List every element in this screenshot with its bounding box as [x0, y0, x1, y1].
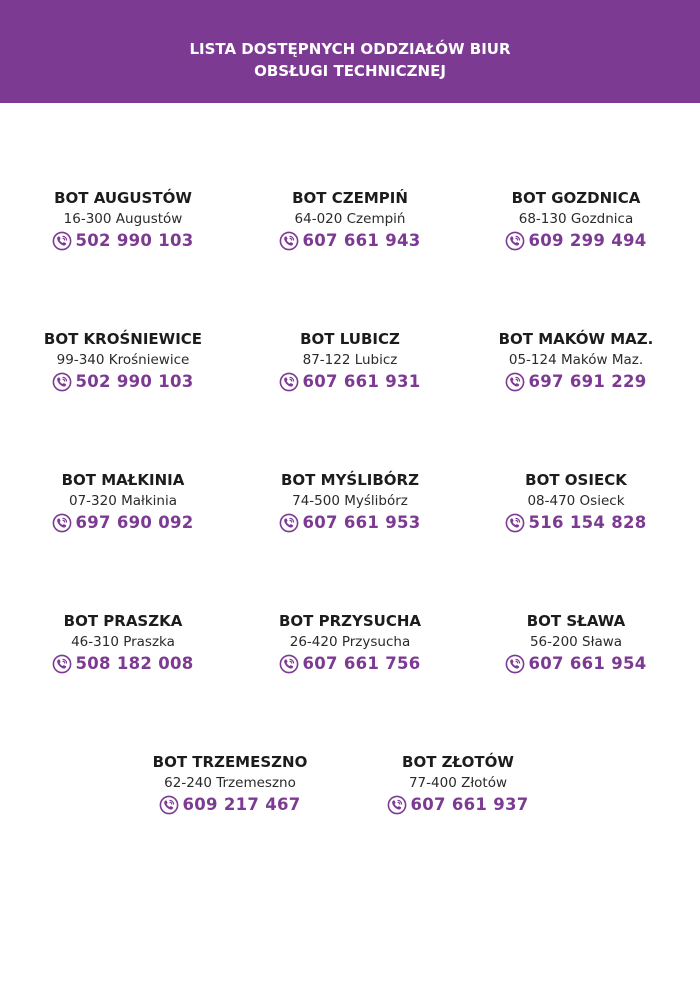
- office-address: 74-500 Myślibórz: [292, 493, 408, 509]
- office-phone-number: 502 990 103: [75, 372, 194, 391]
- page-header: [0, 0, 700, 103]
- office-phone-number: 607 661 931: [302, 372, 421, 391]
- office-name: BOT KROŚNIEWICE: [43, 330, 203, 348]
- office-name: BOT PRASZKA: [63, 612, 183, 630]
- office-phone-number: 697 690 092: [75, 513, 194, 532]
- office-phone-number: 502 990 103: [75, 231, 194, 250]
- office-name: BOT LUBICZ: [300, 330, 400, 348]
- office-phone-number: 516 154 828: [528, 513, 647, 532]
- office-name: BOT ZŁOTÓW: [402, 753, 514, 771]
- office-name: BOT MAŁKINIA: [61, 471, 185, 489]
- office-phone-link[interactable]: [505, 513, 646, 533]
- phone-call-icon: [279, 513, 299, 533]
- office-card: [23, 330, 223, 396]
- office-name: BOT GOZDNICA: [511, 189, 641, 207]
- office-phone-link[interactable]: [279, 231, 420, 251]
- phone-call-icon: [52, 513, 72, 533]
- phone-call-icon: [159, 795, 179, 815]
- phone-call-icon: [387, 795, 407, 815]
- office-card: [476, 330, 676, 396]
- office-card: [250, 189, 450, 255]
- office-address: 26-420 Przysucha: [289, 634, 411, 650]
- office-phone-link[interactable]: [505, 231, 646, 251]
- office-phone-number: 697 691 229: [528, 372, 647, 391]
- header-title-line-2: OBSŁUGI TECHNICZNEJ: [254, 62, 446, 80]
- office-phone-link[interactable]: [52, 231, 193, 251]
- office-card: [476, 189, 676, 255]
- office-address: 77-400 Złotów: [408, 775, 508, 791]
- office-name: BOT MYŚLIBÓRZ: [281, 471, 419, 489]
- office-address: 08-470 Osieck: [527, 493, 625, 509]
- office-address: 56-200 Sława: [529, 634, 623, 650]
- office-name: BOT CZEMPIŃ: [292, 189, 408, 207]
- phone-call-icon: [505, 654, 525, 674]
- office-card: [250, 612, 450, 678]
- office-address: 99-340 Krośniewice: [56, 352, 190, 368]
- office-card: [358, 753, 558, 819]
- phone-call-icon: [52, 372, 72, 392]
- office-name: BOT MAKÓW MAZ.: [498, 330, 654, 348]
- office-phone-link[interactable]: [279, 654, 420, 674]
- office-phone-link[interactable]: [387, 795, 528, 815]
- phone-call-icon: [505, 372, 525, 392]
- office-phone-link[interactable]: [505, 372, 646, 392]
- office-card: [476, 612, 676, 678]
- office-card: [130, 753, 330, 819]
- office-card: [476, 471, 676, 537]
- phone-call-icon: [52, 231, 72, 251]
- office-card: [250, 330, 450, 396]
- office-phone-link[interactable]: [52, 513, 193, 533]
- office-card: [23, 612, 223, 678]
- office-address: 62-240 Trzemeszno: [164, 775, 296, 791]
- office-phone-number: 607 661 953: [302, 513, 421, 532]
- office-phone-link[interactable]: [52, 654, 193, 674]
- office-name: BOT SŁAWA: [526, 612, 626, 630]
- office-phone-link[interactable]: [279, 372, 420, 392]
- office-phone-link[interactable]: [279, 513, 420, 533]
- office-address: 68-130 Gozdnica: [518, 211, 634, 227]
- office-name: BOT PRZYSUCHA: [278, 612, 422, 630]
- office-phone-link[interactable]: [505, 654, 646, 674]
- office-phone-number: 609 217 467: [182, 795, 301, 814]
- office-phone-link[interactable]: [159, 795, 300, 815]
- office-name: BOT OSIECK: [525, 471, 627, 489]
- office-phone-number: 508 182 008: [75, 654, 194, 673]
- phone-call-icon: [279, 372, 299, 392]
- office-phone-link[interactable]: [52, 372, 193, 392]
- office-name: BOT TRZEMESZNO: [152, 753, 308, 771]
- office-phone-number: 607 661 943: [302, 231, 421, 250]
- office-phone-number: 607 661 954: [528, 654, 647, 673]
- phone-call-icon: [279, 654, 299, 674]
- office-card: [250, 471, 450, 537]
- phone-call-icon: [505, 231, 525, 251]
- office-phone-number: 607 661 756: [302, 654, 421, 673]
- office-address: 16-300 Augustów: [63, 211, 183, 227]
- office-address: 46-310 Praszka: [71, 634, 175, 650]
- office-address: 07-320 Małkinia: [68, 493, 177, 509]
- office-phone-number: 609 299 494: [528, 231, 647, 250]
- office-address: 64-020 Czempiń: [294, 211, 406, 227]
- office-address: 05-124 Maków Maz.: [508, 352, 644, 368]
- office-name: BOT AUGUSTÓW: [54, 189, 192, 207]
- office-phone-number: 607 661 937: [410, 795, 529, 814]
- phone-call-icon: [279, 231, 299, 251]
- office-card: [23, 189, 223, 255]
- header-title-line-1: LISTA DOSTĘPNYCH ODDZIAŁÓW BIUR: [189, 40, 511, 58]
- office-card: [23, 471, 223, 537]
- office-address: 87-122 Lubicz: [302, 352, 398, 368]
- phone-call-icon: [505, 513, 525, 533]
- phone-call-icon: [52, 654, 72, 674]
